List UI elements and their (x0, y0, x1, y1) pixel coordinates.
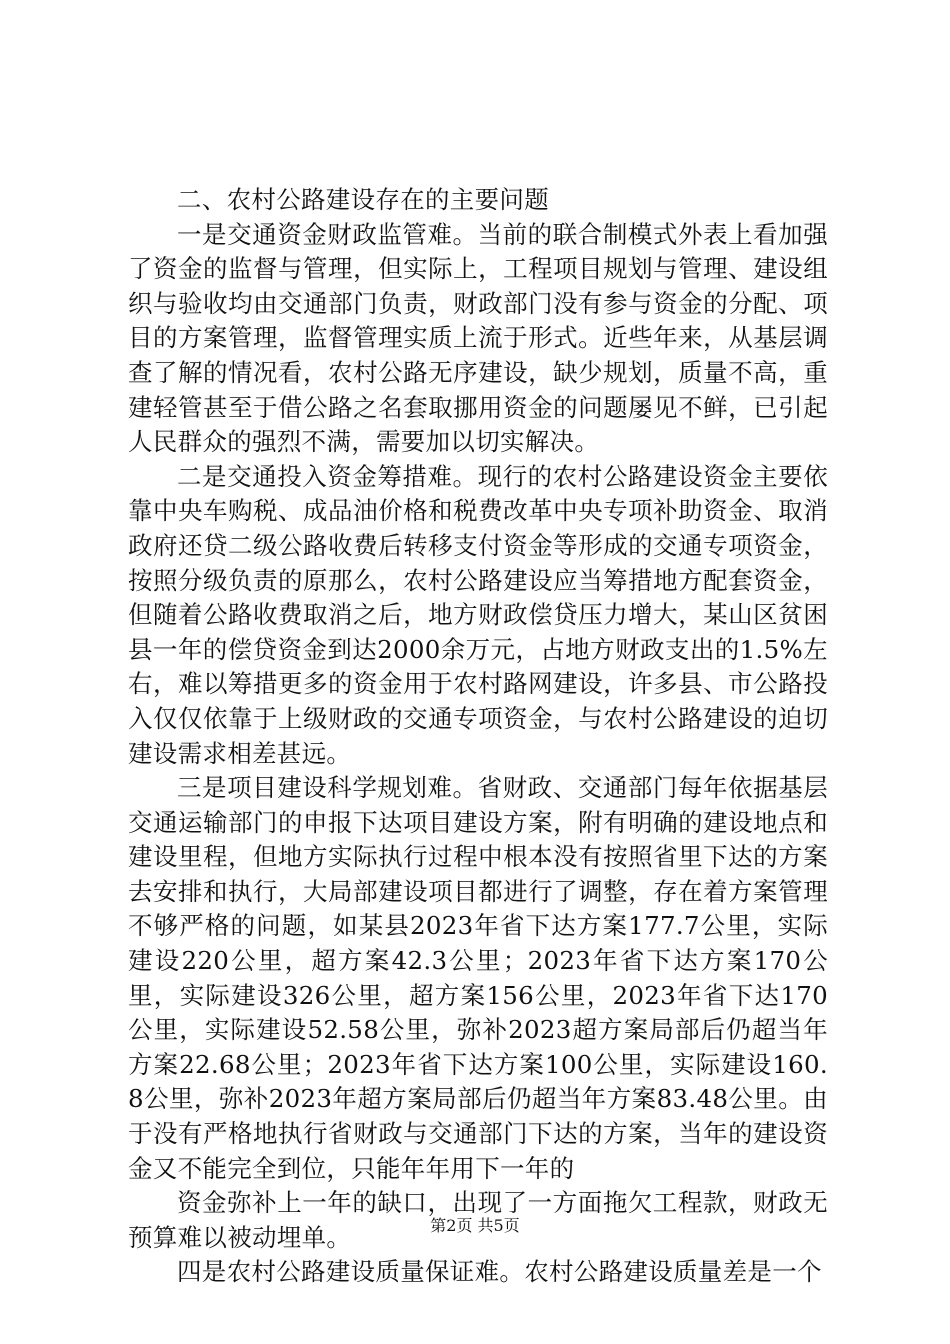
paragraph-project-planning: 三是项目建设科学规划难。省财政、交通部门每年依据基层交通运输部门的申报下达项目建设方案，附有明确的建设地点和建设里程，但地方实际执行过程中根本没有按照省里下达的方案去安排和执行，大局部建设项目都进行了调整，存在着方案管理不够严格的问题，如某县2023年省下达方案177.7公里，实际建设220公里，超方案42.3公里；2023年省下达方案170公里，实际建设326公里，超方案156公里，2023年省下达170公里，实际建设52.58公里，弥补2023超方案局部后仍超当年方案22.68公里；2023年省下达方案100公里，实际建设160.8公里，弥补2023年超方案局部后仍超当年方案83.48公里。由于没有严格地执行省财政与交通部门下达的方案，当年的建设资金又不能完全到位，只能年年用下一年的 (128, 773, 828, 1183)
section-heading: 二、农村公路建设存在的主要问题 (177, 185, 549, 214)
paragraph-continuation: 资金弥补上一年的缺口，出现了一方面拖欠工程款，财政无预算难以被动埋单。 (128, 1188, 828, 1252)
page-number-footer: 第2页 共5页 (430, 1216, 520, 1235)
paragraph-fund-raising: 二是交通投入资金筹措难。现行的农村公路建设资金主要依靠中央车购税、成品油价格和税费改革中央专项补助资金、取消政府还贷二级公路收费后转移支付资金等形成的交通专项资金，按照分级负责的原那么，农村公路建设应当筹措地方配套资金，但随着公路收费取消之后，地方财政偿贷压力增大，某山区贫困县一年的偿贷资金到达2000余万元，占地方财政支出的1.5%左右，难以筹措更多的资金用于农村路网建设，许多县、市公路投入仅仅依靠于上级财政的交通专项资金，与农村公路建设的迫切建设需求相差甚远。 (128, 461, 828, 768)
document-body (128, 183, 828, 1290)
paragraph-fund-supervision: 一是交通资金财政监管难。当前的联合制模式外表上看加强了资金的监督与管理，但实际上，工程项目规划与管理、建设组织与验收均由交通部门负责，财政部门没有参与资金的分配、项目的方案管理，监督管理实质上流于形式。近些年来，从基层调查了解的情况看，农村公路无序建设，缺少规划，质量不高，重建轻管甚至于借公路之名套取挪用资金的问题屡见不鲜，已引起人民群众的强烈不满，需要加以切实解决。 (128, 219, 828, 457)
paragraph-quality-assurance: 四是农村公路建设质量保证难。农村公路建设质量差是一个 (177, 1257, 822, 1287)
